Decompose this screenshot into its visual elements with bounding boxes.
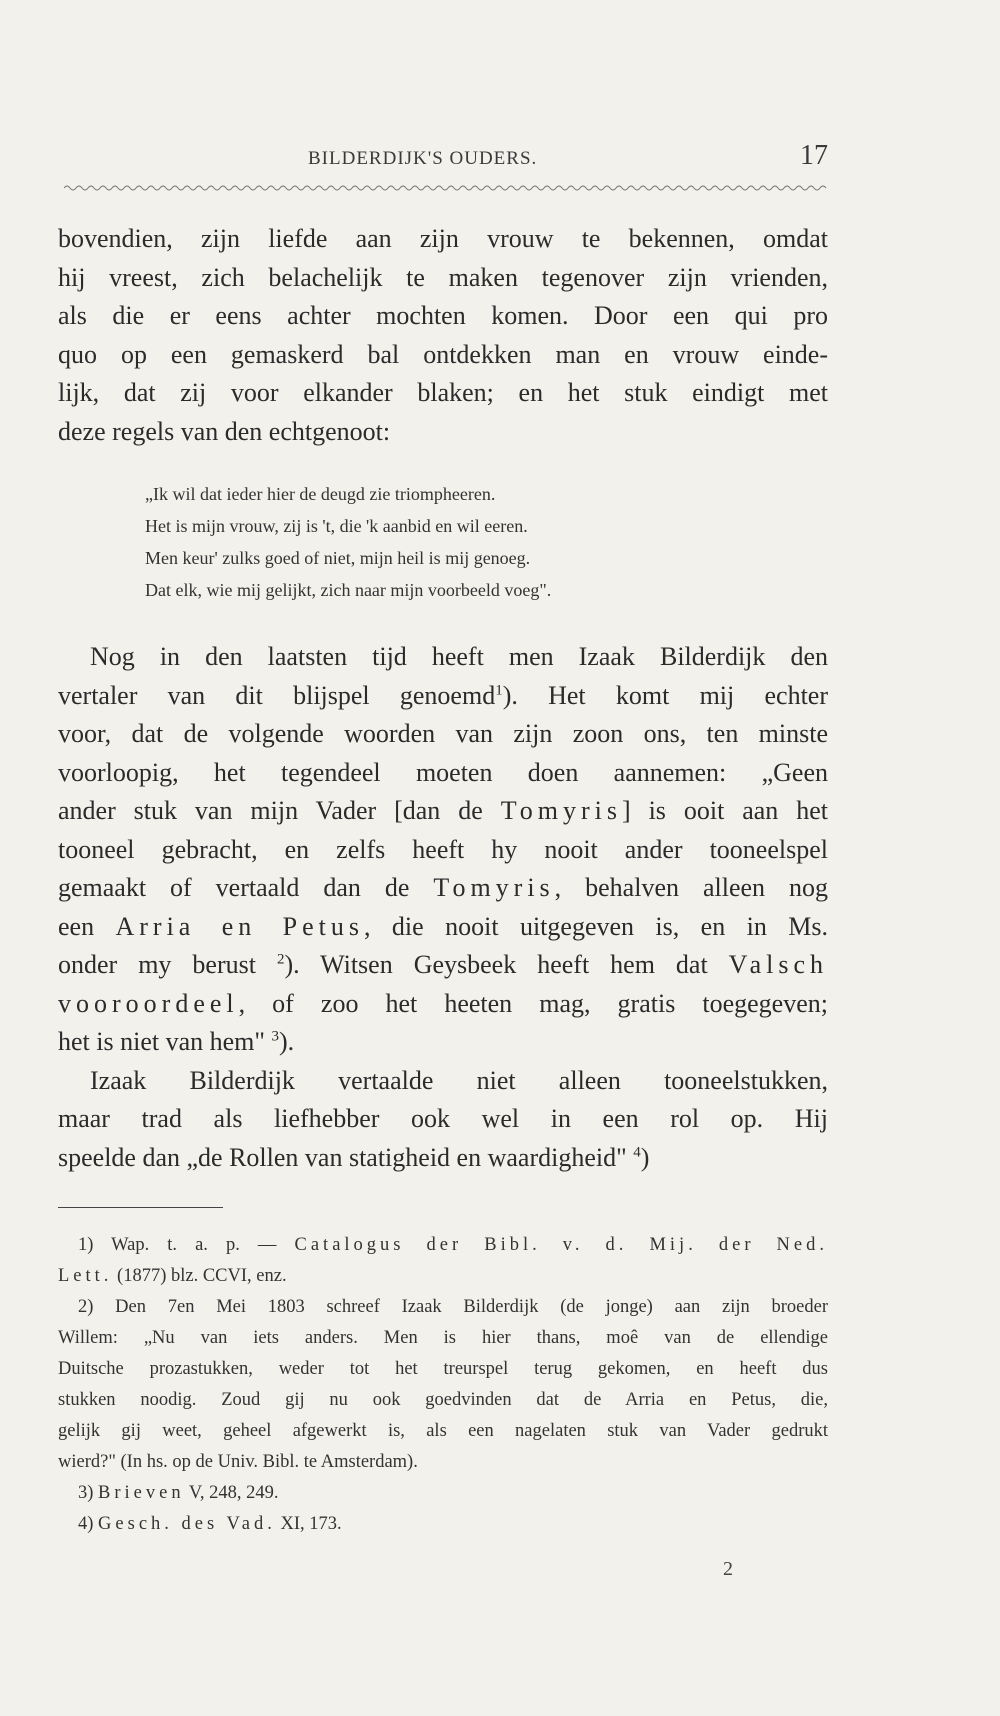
text-line: [58, 677, 828, 716]
text-line: maar trad als liefhebber ook wel in een rol op. Hij: [58, 1104, 828, 1133]
text-line: [58, 792, 828, 831]
text-run: ander stuk van mijn Vader [dan de: [58, 796, 501, 825]
paragraph-2: [58, 638, 828, 1177]
folio-number: 17: [800, 140, 828, 171]
spaced-title: Valsch: [728, 950, 828, 979]
text-run: , behalven alleen nog: [554, 873, 828, 902]
verse-line: Men keur' zulks goed of niet, mijn heil is mij genoeg.: [145, 548, 531, 568]
text-run: speelde dan „de Rollen van statigheid en waardigheid": [58, 1142, 634, 1172]
spaced-title: Brieven: [98, 1483, 185, 1503]
footnote-line: stukken noodig. Zoud gij nu ook goedvinden dat de Arria en Petus, die,: [58, 1390, 828, 1410]
footnote-3: [58, 1478, 828, 1509]
text-run: onder my berust: [58, 950, 277, 979]
text-run: 4): [78, 1514, 99, 1534]
wavy-rule: [64, 184, 829, 192]
text-line: lijk, dat zij voor elkander blaken; en het stuk eindigt met: [58, 378, 828, 407]
text-line: [58, 638, 828, 677]
footnote-line: gelijk gij weet, geheel afgewerkt is, als een nagelaten stuk van Vader gedrukt: [58, 1421, 828, 1441]
footnote-ref[interactable]: 2: [276, 951, 285, 968]
footnote-ref[interactable]: 4: [633, 1143, 641, 1160]
text-run: vertaler van dit blijspel genoemd: [58, 680, 496, 710]
footnote-4: [58, 1509, 828, 1540]
text-run: 1) Wap. t. a. p. —: [78, 1235, 295, 1255]
footnote-ref[interactable]: 3: [271, 1028, 280, 1045]
spaced-title: Lett.: [58, 1266, 113, 1286]
text-run: ).: [279, 1027, 295, 1056]
footnote-1: [58, 1230, 828, 1292]
text-run: Nog in den laatsten tijd heeft men Izaak Bilderdijk den: [90, 642, 828, 671]
spaced-title: vooroordeel: [58, 988, 239, 1018]
text-run: V, 248, 249.: [184, 1483, 279, 1503]
text-run: gemaakt of vertaald dan de: [58, 873, 434, 902]
footnote-line: 2) Den 7en Mei 1803 schreef Izaak Bilderdijk (de jonge) aan zijn broeder: [78, 1297, 828, 1317]
running-title: BILDERDIJK'S OUDERS.: [308, 148, 538, 169]
text-line: deze regels van den echtgenoot:: [58, 416, 391, 446]
spaced-title: Catalogus der Bibl. v. d. Mij. der Ned.: [294, 1235, 829, 1255]
footnote-line: wierd?" (In hs. op de Univ. Bibl. te Amsterdam).: [58, 1452, 418, 1472]
text-line: [58, 985, 828, 1024]
text-line: bovendien, zijn liefde aan zijn vrouw te bekennen, omdat: [58, 224, 828, 253]
footnote-rule: [58, 1207, 223, 1208]
verse-quote: [145, 478, 765, 606]
text-line: hij vreest, zich belachelijk te maken tegenover zijn vrienden,: [58, 262, 828, 292]
paragraph-1: [58, 220, 828, 451]
text-line: [58, 869, 828, 908]
text-line: tooneel gebracht, en zelfs heeft hy nooit ander tooneelspel: [58, 834, 828, 864]
text-line: [58, 908, 828, 947]
signature-mark: 2: [723, 1558, 733, 1580]
footnote-line: [58, 1230, 828, 1261]
footnotes: [58, 1230, 828, 1540]
text-run: ] is ooit aan het: [621, 796, 828, 825]
footnote-line: Willem: „Nu van iets anders. Men is hier thans, moê van de ellendige: [58, 1328, 828, 1348]
verse-line: Dat elk, wie mij gelijkt, zich naar mijn voorbeeld voeg".: [145, 580, 552, 600]
text-line: [58, 1023, 828, 1062]
spaced-title: Gesch. des Vad.: [98, 1514, 276, 1534]
text-line: als die er eens achter mochten komen. Door een qui pro: [58, 301, 828, 330]
text-run: een: [58, 911, 116, 941]
verse-line: Het is mijn vrouw, zij is 't, die 'k aanbid en wil eeren.: [145, 516, 528, 536]
text-run: , of zoo het heeten mag, gratis toegegeven;: [238, 988, 828, 1018]
footnote-2: [58, 1292, 828, 1478]
text-line: voor, dat de volgende woorden van zijn zoon ons, ten minste: [58, 719, 828, 748]
footnote-line: Duitsche prozastukken, weder tot het treurspel terug gekomen, en heeft dus: [58, 1359, 828, 1379]
text-line: [58, 1139, 828, 1178]
text-line: [58, 946, 828, 985]
text-line: [58, 1062, 828, 1101]
page-header: [58, 140, 828, 180]
spaced-title: Tomyris: [433, 873, 555, 902]
text-run: (1877) blz. CCVI, enz.: [112, 1266, 287, 1286]
text-run: Izaak Bilderdijk vertaalde niet alleen tooneelstukken,: [90, 1065, 828, 1095]
text-run: het is niet van hem": [58, 1027, 272, 1056]
spaced-title: Arria en Petus: [115, 911, 365, 941]
footnote-ref[interactable]: 1: [495, 681, 503, 698]
text-run: ). Het komt mij echter: [502, 680, 828, 710]
spaced-title: Tomyris: [500, 796, 622, 825]
text-line: quo op een gemaskerd bal ontdekken man en vrouw einde-: [58, 339, 828, 369]
text-run: , die nooit uitgegeven is, en in Ms.: [364, 911, 828, 941]
verse-line: „Ik wil dat ieder hier de deugd zie triompheeren.: [145, 484, 496, 504]
text-run: XI, 173.: [275, 1514, 342, 1534]
footnote-line: [58, 1261, 828, 1292]
text-run: 3): [78, 1483, 99, 1503]
text-line: voorloopig, het tegendeel moeten doen aannemen: „Geen: [58, 757, 828, 787]
text-run: ): [640, 1142, 650, 1172]
text-run: ). Witsen Geysbeek heeft hem dat: [284, 950, 729, 979]
